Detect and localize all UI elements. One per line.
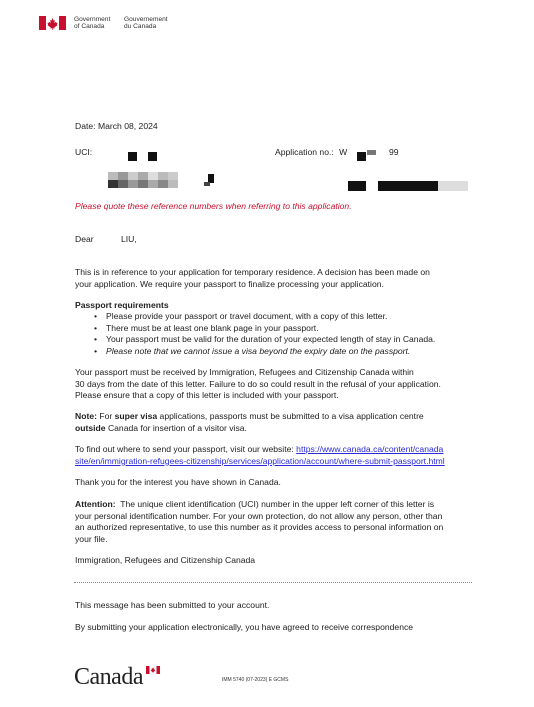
note-emphasis: super visa xyxy=(114,411,158,421)
submitted-notice: This message has been submitted to your account. xyxy=(75,600,270,610)
intro-line: This is in reference to your application for temporary residence. A decision has been made on xyxy=(75,267,430,277)
form-code: IMM 5740 (07-2023) E GCMS xyxy=(222,677,289,683)
receipt-line: Please ensure that a copy of this letter is included with your passport. xyxy=(75,390,339,401)
requirement-item: • Please provide your passport or travel document, with a copy of this letter. xyxy=(106,311,435,323)
intro-paragraph xyxy=(75,267,430,290)
electronic-consent-notice: By submitting your application electronically, you have agreed to receive correspondence xyxy=(75,622,414,632)
gov-fr-line-1: Gouvernement xyxy=(124,16,168,23)
attention-label: Attention: xyxy=(75,499,116,509)
canada-flag-icon xyxy=(39,16,66,30)
address-redaction xyxy=(438,181,468,191)
requirement-item: • Please note that we cannot issue a visa beyond the expiry date on the passport. xyxy=(106,346,435,358)
note-text: applications, passports must be submitted to a visa application centre xyxy=(157,411,424,421)
date-label: Date: xyxy=(75,121,96,131)
attention-line: an authorized representative, to use this number as it provides access to personal information on xyxy=(75,522,444,533)
requirement-item: • Your passport must be valid for the duration of your expected length of stay in Canada. xyxy=(106,334,435,346)
application-number-redaction xyxy=(367,150,376,155)
address-redaction xyxy=(378,181,438,191)
uci-redaction xyxy=(128,152,137,161)
application-number-prefix: W xyxy=(339,147,348,157)
attention-line: your personal identification number. For your own protection, do not allow any person, other than xyxy=(75,510,443,521)
thanks-line: Thank you for the interest you have shown in Canada. xyxy=(75,477,281,487)
gov-fr-line-2: du Canada xyxy=(124,23,157,31)
government-of-canada-signature xyxy=(39,16,179,36)
website-intro: To find out where to send your passport, visit our website: xyxy=(75,444,297,454)
website-paragraph xyxy=(75,444,445,467)
canada-wordmark-text: Canada xyxy=(74,664,143,690)
passport-requirements-list xyxy=(106,311,435,357)
requirement-item: • There must be at least one blank page in your passport. xyxy=(106,323,435,335)
salutation: Dear xyxy=(75,234,94,244)
uci-redaction xyxy=(148,152,157,161)
address-redaction xyxy=(108,172,218,188)
attention-paragraph xyxy=(75,499,443,545)
canada-wordmark xyxy=(74,664,164,692)
recipient-name: LIU, xyxy=(121,234,137,244)
application-number-suffix: 99 xyxy=(389,147,399,157)
note-text: Canada for insertion of a visitor visa. xyxy=(105,422,247,433)
application-number-line xyxy=(275,147,347,159)
uci-label: UCI: xyxy=(75,147,93,157)
note-emphasis: outside xyxy=(75,422,106,433)
application-number-redaction xyxy=(357,152,366,161)
dotted-divider xyxy=(74,582,472,583)
intro-line: your application. We require your passport to finalize processing your application. xyxy=(75,278,384,289)
address-redaction xyxy=(348,181,366,191)
note-text: For xyxy=(96,411,115,421)
receipt-line: 30 days from the date of this letter. Failure to do so could result in the refusal of your application. xyxy=(75,378,441,389)
date-line xyxy=(75,121,158,133)
reference-note: Please quote these reference numbers when referring to this application. xyxy=(75,201,352,211)
attention-line: The unique client identification (UCI) number in the upper left corner of this letter is xyxy=(115,499,435,509)
note-label: Note: xyxy=(75,411,97,421)
gov-en-line-2: of Canada xyxy=(74,23,105,31)
passport-submission-link[interactable]: https://www.canada.ca/content/canada xyxy=(296,444,444,454)
passport-submission-link[interactable]: site/en/immigration-refugees-citizenship/services/application/account/where-submit-passport.html xyxy=(75,455,445,466)
date-value: March 08, 2024 xyxy=(97,121,158,131)
attention-line: your file. xyxy=(75,533,108,544)
super-visa-note xyxy=(75,411,424,434)
receipt-line: Your passport must be received by Immigration, Refugees and Citizenship Canada within xyxy=(75,367,414,377)
signature: Immigration, Refugees and Citizenship Canada xyxy=(75,555,256,565)
wordmark-flag-icon xyxy=(146,666,160,674)
receipt-paragraph xyxy=(75,367,441,402)
gov-en-line-1: Government xyxy=(74,16,111,23)
passport-requirements-heading: Passport requirements xyxy=(75,300,169,310)
application-number-label: Application no.: xyxy=(275,147,334,157)
